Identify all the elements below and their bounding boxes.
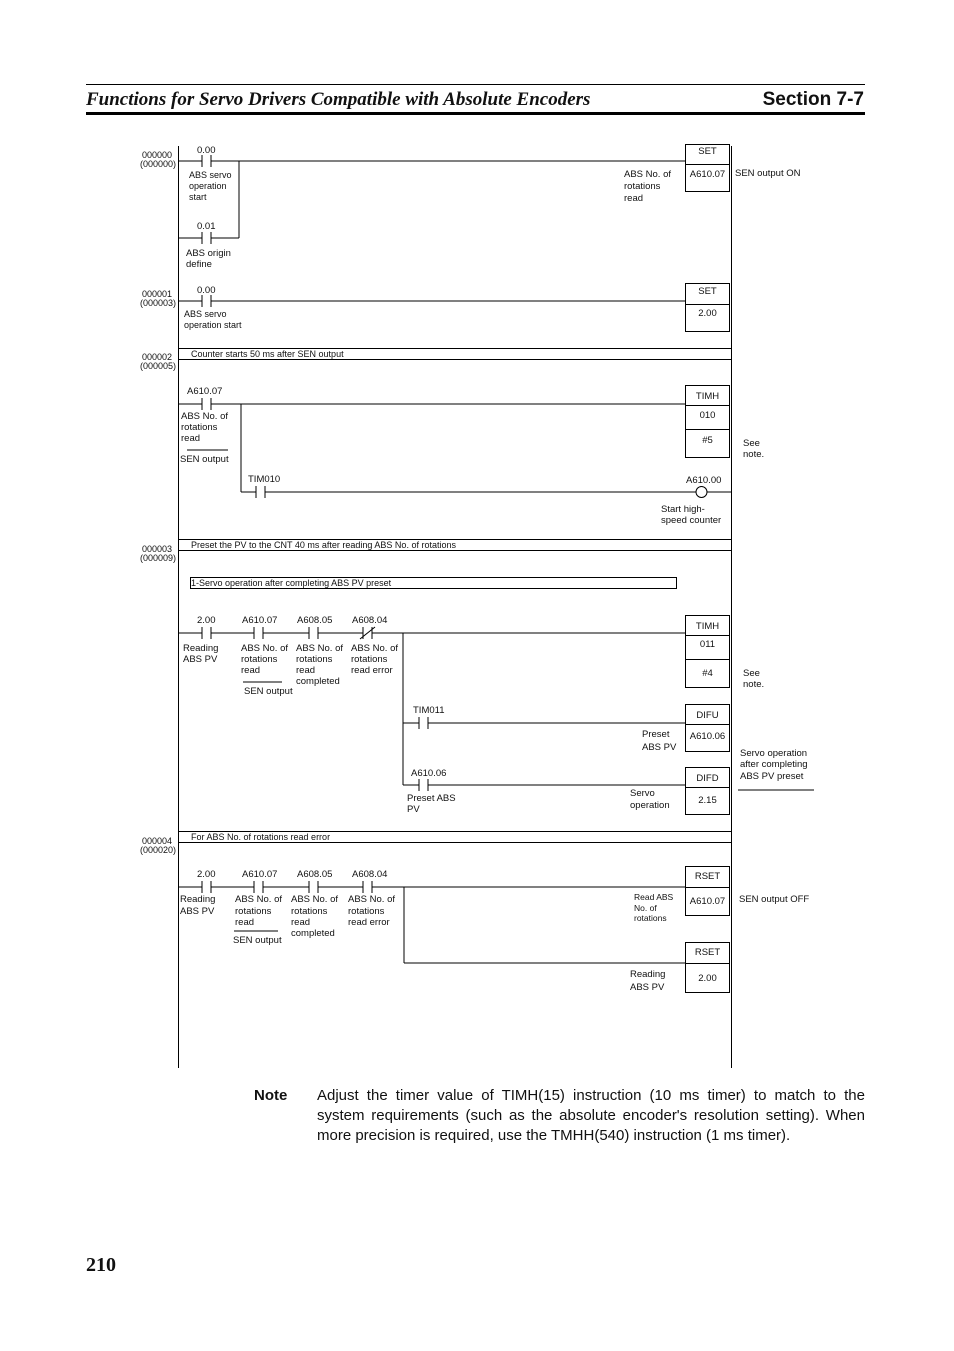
diagram-label: note.	[743, 449, 765, 460]
diagram-label: RSET	[694, 947, 721, 958]
diagram-label: ABS PV	[630, 982, 665, 993]
diagram-label: TIM010	[248, 474, 281, 485]
page-title: Functions for Servo Drivers Compatible with Absolute Encoders	[86, 89, 591, 110]
diagram-label: A608.05	[297, 615, 333, 626]
diagram-label: See	[743, 668, 760, 679]
diagram-label: rotations	[241, 654, 278, 665]
diagram-label: #4	[702, 668, 713, 679]
diagram-label: ABS No. of	[351, 643, 398, 654]
diagram-label: read error	[351, 665, 393, 676]
diagram-label: ABS PV	[180, 906, 215, 917]
diagram-label: Start high-	[661, 504, 705, 515]
diagram-label: ABS No. of	[624, 169, 671, 180]
diagram-label: rotations	[634, 913, 667, 923]
section-label: Section 7-7	[762, 89, 864, 110]
diagram-label: Reading	[183, 643, 219, 654]
diagram-label: speed counter	[661, 515, 722, 526]
diagram-label: define	[186, 259, 212, 270]
diagram-label: Preset	[642, 729, 670, 740]
diagram-label: Preset the PV to the CNT 40 ms after reading ABS No. of rotations	[191, 540, 456, 550]
diagram-label: Read ABS	[634, 892, 674, 902]
note-text: Adjust the timer value of TIMH(15) instruction (10 ms timer) to match to the system requirements (such as the absolute encoder's resolution setting). When more precision is required, use the TMHH(540) instruction (1 ms timer).	[317, 1087, 865, 1144]
rung-step: (000009)	[139, 553, 176, 563]
diagram-label: read	[291, 917, 311, 928]
diagram-label: SET	[698, 146, 717, 157]
diagram-label: PV	[407, 804, 420, 815]
diagram-label: SEN output	[233, 935, 282, 946]
note-label: Note	[254, 1087, 288, 1104]
diagram-label: SET	[698, 286, 717, 297]
diagram-label: #5	[702, 435, 713, 446]
diagram-label: TIMH	[695, 621, 720, 632]
rung-step: (000000)	[139, 159, 176, 169]
diagram-label: A610.07	[242, 869, 278, 880]
diagram-label: read	[296, 665, 316, 676]
diagram-label: ABS No. of	[348, 894, 395, 905]
diagram-label: Servo operation	[740, 748, 808, 759]
rung-number: 000000	[141, 150, 172, 160]
diagram-label: TIM011	[413, 705, 445, 716]
diagram-label: ABS servo	[189, 170, 232, 180]
diagram-label: 1-Servo operation after completing ABS PV preset	[191, 578, 392, 588]
diagram-label: rotations	[181, 422, 218, 433]
rung-number: 000002	[141, 352, 172, 362]
diagram-label: A608.04	[352, 615, 388, 626]
diagram-label: DIFD	[696, 773, 719, 784]
diagram-label: 010	[699, 410, 716, 421]
diagram-label: A608.05	[297, 869, 333, 880]
rung-number: 000001	[141, 289, 172, 299]
diagram-label: A610.07	[187, 386, 223, 397]
diagram-label: Servo	[630, 788, 655, 799]
diagram-label: ABS No. of	[241, 643, 288, 654]
diagram-label: read error	[348, 917, 390, 928]
diagram-label: after completing	[740, 759, 808, 770]
rung-step: (000005)	[139, 361, 176, 371]
diagram-label: SEN output	[244, 686, 293, 697]
diagram-label: Preset ABS	[407, 793, 456, 804]
diagram-label: A608.04	[352, 869, 388, 880]
diagram-label: SEN output ON	[735, 168, 801, 179]
diagram-label: See	[743, 438, 760, 449]
diagram-label: completed	[296, 676, 340, 687]
diagram-label: A610.00	[686, 475, 722, 486]
diagram-label: rotations	[291, 906, 328, 917]
diagram-label: read	[181, 433, 201, 444]
diagram-label: 0.01	[197, 221, 216, 232]
diagram-label: 2.00	[197, 615, 216, 626]
diagram-label: rotations	[235, 906, 272, 917]
diagram-label: start	[189, 192, 207, 202]
diagram-label: ABS PV preset	[740, 771, 804, 782]
diagram-label: Reading	[630, 969, 666, 980]
diagram-label: A610.06	[411, 768, 447, 779]
diagram-label: ABS servo	[184, 309, 227, 319]
diagram-label: ABS PV	[642, 742, 677, 753]
diagram-label: For ABS No. of rotations read error	[191, 832, 331, 842]
rung-step: (000020)	[139, 845, 176, 855]
diagram-label: rotations	[624, 181, 661, 192]
rung-number: 000004	[141, 836, 172, 846]
diagram-label: 2.00	[698, 308, 717, 319]
diagram-label: Counter starts 50 ms after SEN output	[191, 349, 344, 359]
diagram-label: RSET	[694, 871, 721, 882]
diagram-label: read	[241, 665, 261, 676]
diagram-label: ABS origin	[186, 248, 231, 259]
diagram-label: ABS PV	[183, 654, 218, 665]
page-number: 210	[86, 1254, 116, 1276]
rung-number: 000003	[141, 544, 172, 554]
diagram-label: ABS No. of	[296, 643, 343, 654]
diagram-label: read	[235, 917, 255, 928]
diagram-label: 011	[699, 639, 716, 650]
diagram-label: operation start	[184, 320, 242, 330]
diagram-label: rotations	[351, 654, 388, 665]
diagram-label: A610.07	[689, 169, 726, 180]
diagram-label: A610.07	[242, 615, 278, 626]
diagram-label: 2.00	[197, 869, 216, 880]
diagram-label: ABS No. of	[235, 894, 282, 905]
diagram-label: TIMH	[695, 391, 720, 402]
diagram-label: rotations	[296, 654, 333, 665]
rung-step: (000003)	[139, 298, 176, 308]
diagram-label: DIFU	[696, 710, 719, 721]
diagram-label: 2.00	[698, 973, 717, 984]
diagram-label: 0.00	[197, 285, 216, 296]
diagram-label: 0.00	[197, 145, 216, 156]
diagram-label: operation	[630, 800, 670, 811]
diagram-label: rotations	[348, 906, 385, 917]
diagram-label: SEN output	[180, 454, 229, 465]
diagram-label: A610.06	[689, 731, 726, 742]
diagram-label: SEN output OFF	[739, 894, 810, 905]
output-coil	[696, 487, 707, 498]
diagram-label: A610.07	[689, 896, 726, 907]
diagram-label: ABS No. of	[291, 894, 338, 905]
diagram-label: note.	[743, 679, 765, 690]
diagram-label: completed	[291, 928, 335, 939]
diagram-label: 2.15	[698, 795, 717, 806]
diagram-label: operation	[189, 181, 227, 191]
diagram-label: ABS No. of	[181, 411, 228, 422]
diagram-label: Reading	[180, 894, 216, 905]
diagram-label: read	[624, 193, 644, 204]
diagram-label: No. of	[634, 903, 657, 913]
